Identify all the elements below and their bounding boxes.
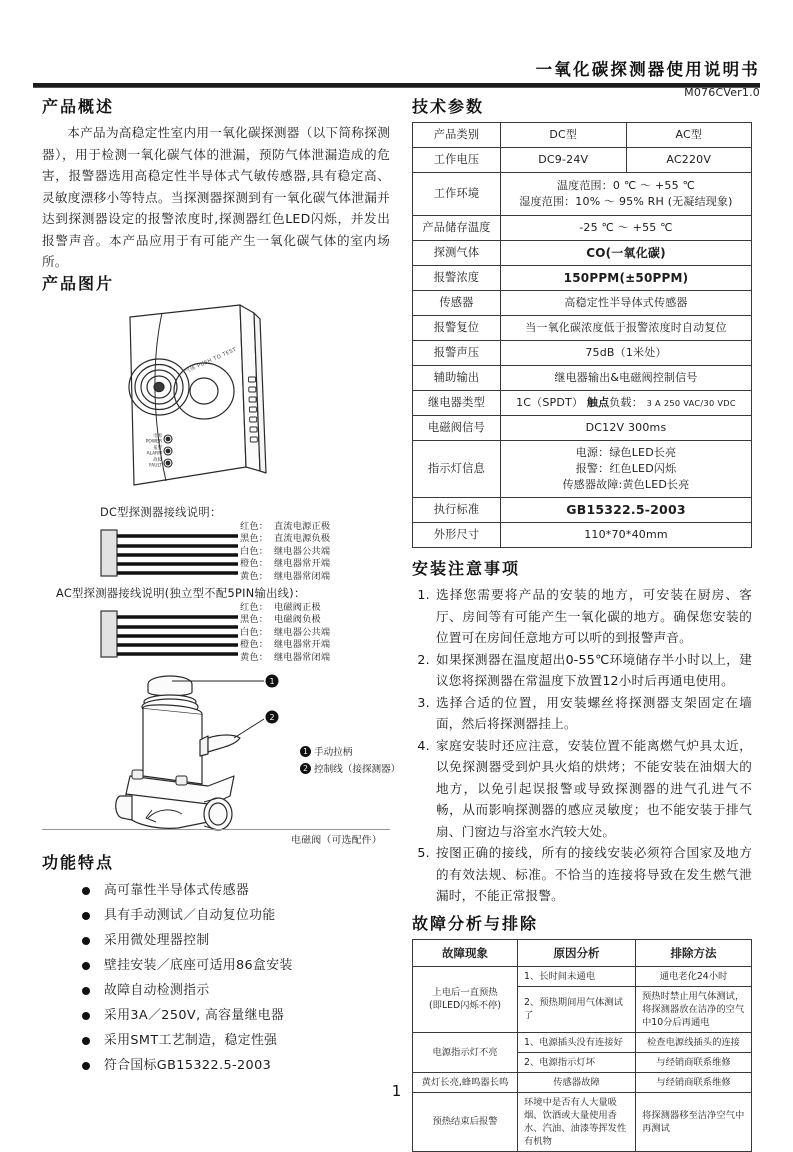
trouble-cause: 环境中是否有人大量吸烟、饮酒或大量使用香水、汽油、油漆等挥发性有机物: [518, 1092, 636, 1151]
spec-value-relay: [501, 391, 752, 416]
install-note-item: 2. 如果探测器在温度超出0-55℃环境储存半小时以上，建议您将探测器在常温度下放置12小时后再通电使用。: [434, 649, 752, 692]
install-note-item: 4. 家庭安装时还应注意，安装位置不能离燃气炉具太近，以免探测器受到炉具火焰的烘烤；不能安装在油烟大的地方，以免引起误报警或导致探测器的进气孔进气不畅，从而影响探测器的感应灵敏度；也不能安装于排气扇、门窗边与浴室水汽较大处。: [434, 735, 752, 843]
dc-wire-desc-0: 直流电源正极: [274, 520, 331, 532]
feature-item: 故障自动检测指示: [82, 978, 390, 1003]
trouble-fix: 通电老化24小时: [636, 966, 752, 986]
spec-label: 探测气体: [413, 241, 501, 266]
install-note-item: 1. 选择您需要将产品的安装的地方，可安装在厨房、客厅、房间等有可能产生一氧化碳的地方。确保您安装的位置可在房间任意地方可以听的到报警声音。: [434, 584, 752, 649]
table-row: [413, 316, 752, 341]
table-row: [413, 366, 752, 391]
ac-wire-color-4: 黄色：: [240, 651, 269, 663]
heading-troubleshooting: 故障分析与排除: [412, 913, 539, 933]
ac-wire-desc-3: 继电器常开端: [274, 639, 331, 651]
table-row: [413, 148, 752, 173]
ac-wire-color-1: 黑色：: [240, 614, 269, 626]
trouble-fix: 将探测器移至洁净空气中再测试: [636, 1092, 752, 1151]
feature-item: 采用微处理器控制: [82, 928, 390, 953]
table-header-row: [413, 939, 752, 966]
valve-caption: 电磁阀（可选配件）: [291, 834, 382, 846]
table-row: [413, 216, 752, 241]
ac-connector-icon: [100, 608, 240, 662]
feature-item: 具有手动测试／自动复位功能: [82, 903, 390, 928]
led-label-power-cn: 电源: [153, 433, 162, 439]
troubleshooting-table: [412, 939, 752, 1152]
features-list: [42, 878, 390, 1078]
led-label-fault-en: FAULT: [149, 463, 162, 468]
valve-legend-num-1: 1: [300, 746, 311, 757]
left-column: [42, 96, 401, 1078]
document-version: M076CVer1.0: [684, 86, 760, 99]
dc-wire-desc-3: 继电器常开端: [274, 558, 331, 570]
trouble-symptom: 预热结束后报警: [413, 1092, 518, 1151]
ac-wire-color-2: 白色：: [240, 626, 269, 638]
spec-label: 电磁阀信号: [413, 416, 501, 441]
table-row: [413, 966, 752, 986]
spec-value: 110*70*40mm: [501, 523, 752, 548]
dc-wiring-title: DC型探测器接线说明：: [100, 505, 222, 519]
feature-item: 壁挂安装／底座可适用86盒安装: [82, 953, 390, 978]
ac-wire-desc-1: 电磁阀负极: [274, 614, 321, 626]
spec-label: 外形尺寸: [413, 523, 501, 548]
dc-connector-icon: [100, 527, 240, 581]
valve-callout-marker-2: 2: [269, 712, 275, 722]
trouble-fix: 与经销商联系维修: [636, 1052, 752, 1072]
ac-wiring-row: [42, 601, 390, 666]
technical-specs-table: [412, 122, 752, 548]
relay-mid-bold: 触点: [586, 396, 610, 409]
heading-product-overview: 产品概述: [42, 97, 115, 116]
dc-wire-desc-2: 继电器公共端: [274, 545, 331, 557]
spec-value: GB15322.5-2003: [501, 498, 752, 523]
trouble-symptom: 电源指示灯不亮: [413, 1032, 518, 1072]
dc-wire-color-2: 白色：: [240, 545, 269, 557]
trouble-col-cause: 原因分析: [518, 939, 636, 966]
ac-wire-desc-2: 继电器公共端: [274, 626, 331, 638]
dc-wire-color-0: 红色：: [240, 520, 269, 532]
install-notes-list: [412, 584, 752, 907]
spec-label: 报警浓度: [413, 266, 501, 291]
trouble-cause: 传感器故障: [518, 1072, 636, 1092]
install-note-item: 3. 选择合适的位置，用安装螺丝将探测器支架固定在墙面，然后将探测器挂上。: [434, 692, 752, 735]
valve-callout-legend: [300, 744, 400, 778]
spec-value-line: 温度范围：0 ℃ ～ +55 ℃: [556, 179, 696, 192]
trouble-fix: 与经销商联系维修: [636, 1072, 752, 1092]
spec-label: 工作电压: [413, 148, 501, 173]
product-picture-area: [42, 299, 390, 504]
dc-wire-color-1: 黑色：: [240, 533, 269, 545]
table-row: [413, 391, 752, 416]
right-column: [412, 96, 752, 1152]
spec-label: 继电器类型: [413, 391, 501, 416]
trouble-fix: 预热时禁止用气体测试，将探测器放在洁净的空气中10分后再通电: [636, 986, 752, 1032]
trouble-fix: 检查电源线插头的连接: [636, 1032, 752, 1052]
dc-wire-color-3: 橙色：: [240, 558, 269, 570]
spec-value: 高稳定性半导体式传感器: [501, 291, 752, 316]
document-header: [33, 60, 760, 99]
dc-wiring-row: [42, 520, 390, 585]
feature-item: 高可靠性半导体式传感器: [82, 878, 390, 903]
spec-value: 75dB（1米处）: [501, 341, 752, 366]
spec-value: [501, 441, 752, 498]
dc-wire-color-4: 黄色：: [240, 570, 269, 582]
dc-wire-desc-1: 直流电源负极: [274, 533, 331, 545]
ac-wire-color-0: 红色：: [240, 601, 269, 613]
spec-label: 报警复位: [413, 316, 501, 341]
spec-label: 指示灯信息: [413, 441, 501, 498]
spec-value: [501, 173, 752, 216]
trouble-symptom-line: (即LED闪烁不停): [429, 1000, 501, 1011]
table-row: [413, 173, 752, 216]
sensor-ring-label: 气体 PUSH TO TEST: [184, 346, 238, 375]
page-title: 一氧化碳探测器使用说明书: [535, 60, 760, 79]
ac-wire-color-3: 橙色：: [240, 639, 269, 651]
spec-value-ac: AC型: [626, 123, 752, 148]
spec-label: 传感器: [413, 291, 501, 316]
trouble-cause: 2、预热期间用气体测试了: [518, 986, 636, 1032]
valve-legend-label-1: 手动拉柄: [314, 746, 353, 758]
feature-item: 采用SMT工艺制造，稳定性强: [82, 1028, 390, 1053]
table-row: [413, 341, 752, 366]
dc-wire-desc-4: 继电器常闭端: [274, 570, 331, 582]
table-row: [413, 441, 752, 498]
spec-value-line: 电源：绿色LED长亮: [575, 446, 677, 459]
spec-value-line: 湿度范围：10% ～ 95% RH (无凝结现象): [519, 195, 733, 208]
spec-value: CO(一氧化碳): [501, 241, 752, 266]
spec-value: DC12V 300ms: [501, 416, 752, 441]
product-overview-text: 本产品为高稳定性室内用一氧化碳探测器（以下简称探测器），用于检测一氧化碳气体的泄漏，预防气体泄漏造成的危害，报警器选用高稳定性半导体式气敏传感器,具有稳定高、灵敏度漂移小等特点。当探测器探测到有一氧化碳气体泄漏并达到探测器设定的报警浓度时,探测器红色LED闪烁，并发出报警声音。本产品应用于有可能产生一氧化碳气体的室内场所。: [42, 125, 390, 269]
relay-mid: 负载：: [609, 396, 643, 409]
spec-value: 当一氧化碳浓度低于报警浓度时自动复位: [501, 316, 752, 341]
led-label-alarm-cn: 报警: [153, 445, 162, 451]
spec-value: -25 ℃ ～ +55 ℃: [501, 216, 752, 241]
table-row: [413, 291, 752, 316]
spec-label: 执行标准: [413, 498, 501, 523]
trouble-col-fix: 排除方法: [636, 939, 752, 966]
trouble-symptom: 黄灯长亮,蜂鸣器长鸣: [413, 1072, 518, 1092]
table-row: [413, 523, 752, 548]
trouble-col-symptom: 故障现象: [413, 939, 518, 966]
trouble-symptom-line: 上电后一直预热: [432, 987, 498, 998]
install-note-item: 5. 按图正确的接线，所有的接线安装必须符合国家及地方的有效法规、标准。不恰当的连接将导致在发生燃气泄漏时，不能正常报警。: [434, 842, 752, 907]
spec-value-dc: DC9-24V: [501, 148, 627, 173]
page-number: 1: [391, 1082, 402, 1100]
table-row: [413, 1032, 752, 1052]
table-row: [413, 416, 752, 441]
trouble-cause: 1、电源插头没有连接好: [518, 1032, 636, 1052]
relay-prefix: 1C（SPDT）: [516, 396, 584, 409]
trouble-cause: 2、电源指示灯坏: [518, 1052, 636, 1072]
spec-value-line: 传感器故障:黄色LED长亮: [562, 478, 690, 491]
valve-divider: [42, 829, 390, 830]
ac-wiring-legend: [240, 602, 330, 665]
solenoid-valve-block: [42, 672, 401, 846]
spec-label: 报警声压: [413, 341, 501, 366]
spec-label: 产品类别: [413, 123, 501, 148]
header-divider: [33, 83, 760, 88]
ac-wire-desc-0: 电磁阀正极: [274, 601, 321, 613]
relay-rating: 3 A 250 VAC/30 VDC: [646, 398, 736, 408]
valve-callout-marker-1: 1: [269, 676, 275, 686]
dc-wiring-legend: [240, 521, 330, 584]
solenoid-valve-illustration: [112, 672, 292, 832]
feature-item: 符合国标GB15322.5-2003: [82, 1053, 390, 1078]
spec-value: 150PPM(±50PPM): [501, 266, 752, 291]
spec-label: 产品储存温度: [413, 216, 501, 241]
heading-features: 功能特点: [42, 852, 115, 872]
trouble-cause: 1、长时间未通电: [518, 966, 636, 986]
spec-value-ac: AC220V: [626, 148, 752, 173]
led-label-fault-cn: 故障: [153, 457, 162, 463]
table-row: [413, 241, 752, 266]
valve-legend-num-2: 2: [300, 763, 311, 774]
heading-technical-specs: 技术参数: [412, 97, 485, 116]
spec-value-line: 报警：红色LED闪烁: [575, 462, 677, 475]
trouble-symptom: [413, 966, 518, 1032]
spec-value: 继电器输出&电磁阀控制信号: [501, 366, 752, 391]
heading-product-picture: 产品图片: [42, 273, 115, 293]
table-row: [413, 498, 752, 523]
led-label-alarm-en: ALARM: [146, 451, 162, 456]
ac-wiring-title: AC型探测器接线说明(独立型不配5PIN输出线)：: [56, 586, 306, 600]
led-label-power-en: POWER: [145, 439, 162, 444]
valve-legend-label-2: 控制线（接探测器）: [314, 763, 401, 775]
spec-label: 辅助输出: [413, 366, 501, 391]
spec-value-dc: DC型: [501, 123, 627, 148]
table-row: [413, 123, 752, 148]
detector-illustration: [94, 299, 334, 499]
ac-wire-desc-4: 继电器常闭端: [274, 651, 331, 663]
spec-label: 工作环境: [413, 173, 501, 216]
feature-item: 采用3A／250V, 高容量继电器: [82, 1003, 390, 1028]
table-row: [413, 266, 752, 291]
heading-install-notes: 安装注意事项: [412, 559, 521, 578]
